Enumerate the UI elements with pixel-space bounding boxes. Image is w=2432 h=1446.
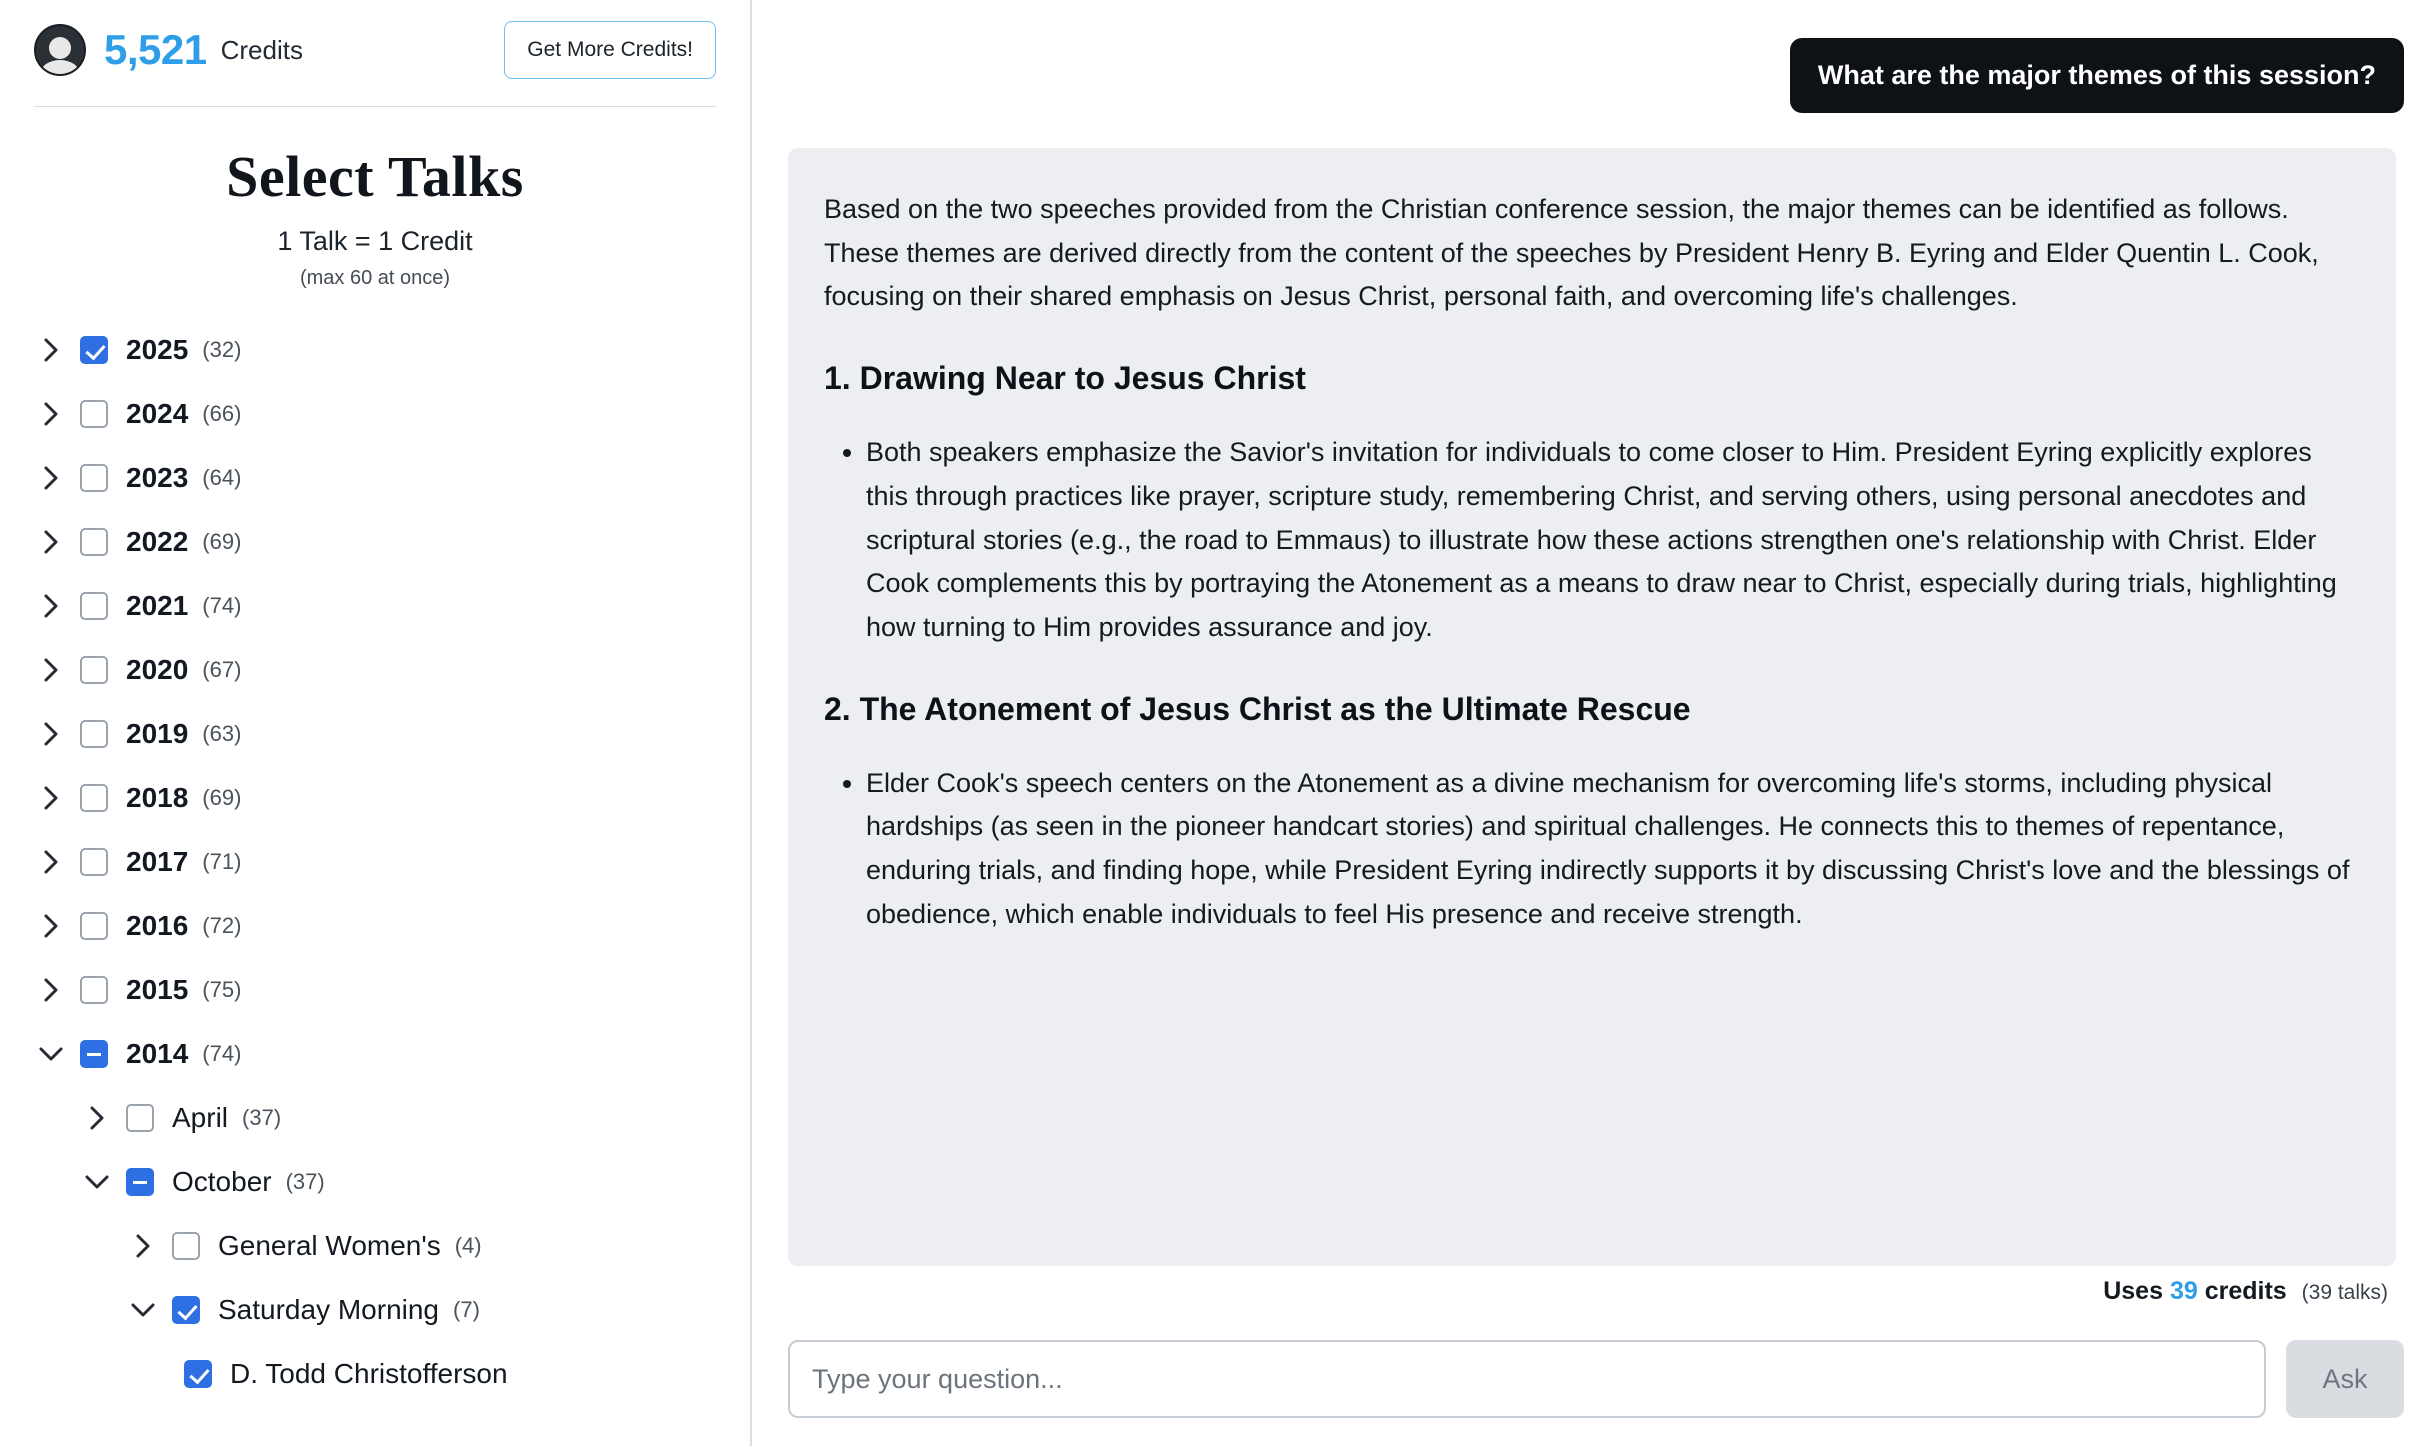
chevron-right-icon[interactable] [34, 785, 68, 811]
page-title: Select Talks [226, 144, 524, 209]
tree-label: D. Todd Christofferson [230, 1358, 508, 1389]
tree-count: (4) [454, 1233, 482, 1258]
ask-button[interactable]: Ask [2286, 1340, 2404, 1418]
tree-label: 2014 [126, 1038, 189, 1069]
credit-usage-status [2103, 1277, 2388, 1306]
tree-count: (75) [202, 977, 242, 1002]
main-panel [752, 0, 2432, 1446]
tree-label: 2024 [126, 398, 189, 429]
answer-theme-1-list [824, 431, 2360, 650]
chevron-right-icon[interactable] [34, 593, 68, 619]
chevron-down-icon[interactable] [34, 1044, 68, 1064]
checkbox-year[interactable] [80, 656, 108, 684]
tree-row-year[interactable] [34, 638, 716, 702]
tree-label: 2023 [126, 462, 189, 493]
answer-theme-1-item: • Both speakers emphasize the Savior's invitation for individuals to come closer to Him. President Eyring explicitly explores this through practices like prayer, scripture study, remembering Christ, and serving others, using personal anecdotes and scriptural stories (e.g., the road to Emmaus) to illustrate how these actions strengthen one's relationship with Christ. Elder Cook complements this by portraying the Atonement as a means to draw near to Christ, especially during trials, highlighting how turning to Him provides assurance and joy. [866, 431, 2360, 650]
tree-count: (67) [202, 657, 242, 682]
tree-row-subsession-saturday-morning[interactable] [34, 1278, 716, 1342]
tree-row-year[interactable] [34, 830, 716, 894]
panel-subtitle: 1 Talk = 1 Credit [277, 226, 473, 256]
checkbox-year[interactable] [80, 464, 108, 492]
tree-count: (32) [202, 337, 242, 362]
tree-row-year[interactable] [34, 574, 716, 638]
chevron-right-icon[interactable] [34, 529, 68, 555]
tree-row-year[interactable] [34, 894, 716, 958]
credits-value: 5,521 [104, 26, 207, 73]
answer-theme-2-title: 2. The Atonement of Jesus Christ as the Ultimate Rescue [824, 690, 1691, 727]
chevron-right-icon[interactable] [34, 401, 68, 427]
uses-talk-count: (39 talks) [2301, 1281, 2388, 1304]
tree-count: (64) [202, 465, 242, 490]
user-question-bubble: What are the major themes of this session? [1790, 38, 2404, 113]
chevron-right-icon[interactable] [34, 913, 68, 939]
uses-suffix: credits [2204, 1277, 2287, 1305]
chevron-right-icon[interactable] [34, 657, 68, 683]
tree-count: (74) [202, 1041, 242, 1066]
chevron-down-icon[interactable] [80, 1172, 114, 1192]
answer-theme-2-item: • Elder Cook's speech centers on the Atonement as a divine mechanism for overcoming life's storms, including physical hardships (as seen in the pioneer handcart stories) and spiritual challenges. He connects this to themes of repentance, enduring trials, and finding hope, while President Eyring indirectly supports it by discussing Christ's love and the blessings of obedience, which enable individuals to feel His presence and receive strength. [866, 762, 2360, 937]
tree-count: (37) [285, 1169, 325, 1194]
tree-label: October [172, 1166, 272, 1197]
tree-label: 2017 [126, 846, 189, 877]
chevron-right-icon[interactable] [34, 337, 68, 363]
question-input[interactable] [788, 1340, 2266, 1418]
tree-row-session-october[interactable] [34, 1150, 716, 1214]
tree-label: 2019 [126, 718, 189, 749]
answer-card [788, 148, 2396, 1266]
tree-label: 2025 [126, 334, 189, 365]
checkbox-year[interactable] [80, 592, 108, 620]
get-more-credits-button[interactable]: Get More Credits! [504, 21, 716, 79]
checkbox-subsession[interactable] [172, 1232, 200, 1260]
panel-subtitle-note: (max 60 at once) [299, 267, 451, 289]
tree-count: (7) [453, 1297, 480, 1322]
tree-label: 2018 [126, 782, 189, 813]
tree-count: (71) [202, 849, 242, 874]
tree-count: (69) [202, 529, 242, 554]
tree-count: (74) [202, 593, 242, 618]
checkbox-year[interactable] [80, 784, 108, 812]
tree-row-year[interactable] [34, 318, 716, 382]
uses-prefix: Uses [2103, 1277, 2163, 1305]
tree-count: (66) [202, 401, 242, 426]
tree-row-talk[interactable] [34, 1342, 716, 1406]
tree-label: April [172, 1102, 229, 1133]
checkbox-subsession[interactable] [172, 1296, 200, 1324]
sidebar [0, 0, 752, 1446]
tree-row-subsession-general-womens[interactable] [34, 1214, 716, 1278]
credits-bar [34, 0, 716, 100]
credits-label: Credits [220, 34, 303, 65]
tree-row-year-2014[interactable] [34, 1022, 716, 1086]
chevron-right-icon[interactable] [34, 849, 68, 875]
checkbox-session[interactable] [126, 1168, 154, 1196]
tree-row-year[interactable] [34, 766, 716, 830]
tree-row-year[interactable] [34, 382, 716, 446]
answer-theme-2-list [824, 762, 2360, 937]
uses-credit-count: 39 [2169, 1277, 2198, 1305]
avatar[interactable] [34, 24, 86, 76]
chevron-right-icon[interactable] [34, 977, 68, 1003]
tree-label: 2015 [126, 974, 189, 1005]
chevron-right-icon[interactable] [126, 1233, 160, 1259]
tree-row-year[interactable] [34, 446, 716, 510]
tree-label: 2020 [126, 654, 189, 685]
checkbox-year[interactable] [80, 976, 108, 1004]
checkbox-year[interactable] [80, 1040, 108, 1068]
checkbox-session[interactable] [126, 1104, 154, 1132]
tree-label: 2021 [126, 590, 189, 621]
header-divider [34, 106, 716, 107]
tree-count: (69) [202, 785, 242, 810]
answer-intro: Based on the two speeches provided from the Christian conference session, the major themes can be identified as follows. These themes are derived directly from the content of the speeches by President Henry B. Eyring and Elder Quentin L. Cook, focusing on their shared emphasis on Jesus Christ, personal faith, and overcoming life's challenges. [824, 194, 2319, 312]
tree-count: (37) [242, 1105, 282, 1130]
chevron-right-icon[interactable] [80, 1105, 114, 1131]
checkbox-talk[interactable] [184, 1360, 212, 1388]
checkbox-year[interactable] [80, 912, 108, 940]
tree-count: (72) [202, 913, 242, 938]
tree-row-session-april[interactable] [34, 1086, 716, 1150]
tree-label: General Women's [218, 1230, 441, 1261]
ask-bar [788, 1340, 2404, 1418]
checkbox-year[interactable] [80, 400, 108, 428]
tree-row-year[interactable] [34, 958, 716, 1022]
tree-count: (63) [202, 721, 242, 746]
tree-label: Saturday Morning [218, 1294, 440, 1325]
checkbox-year[interactable] [80, 528, 108, 556]
tree-row-year[interactable] [34, 702, 716, 766]
checkbox-year[interactable] [80, 848, 108, 876]
answer-theme-1-title: 1. Drawing Near to Jesus Christ [824, 360, 1306, 397]
talks-tree [34, 318, 716, 1406]
tree-row-year[interactable] [34, 510, 716, 574]
chevron-down-icon[interactable] [126, 1300, 160, 1320]
chevron-right-icon[interactable] [34, 721, 68, 747]
tree-label: 2022 [126, 526, 189, 557]
checkbox-year[interactable] [80, 720, 108, 748]
tree-label: 2016 [126, 910, 189, 941]
chevron-right-icon[interactable] [34, 465, 68, 491]
checkbox-year[interactable] [80, 336, 108, 364]
